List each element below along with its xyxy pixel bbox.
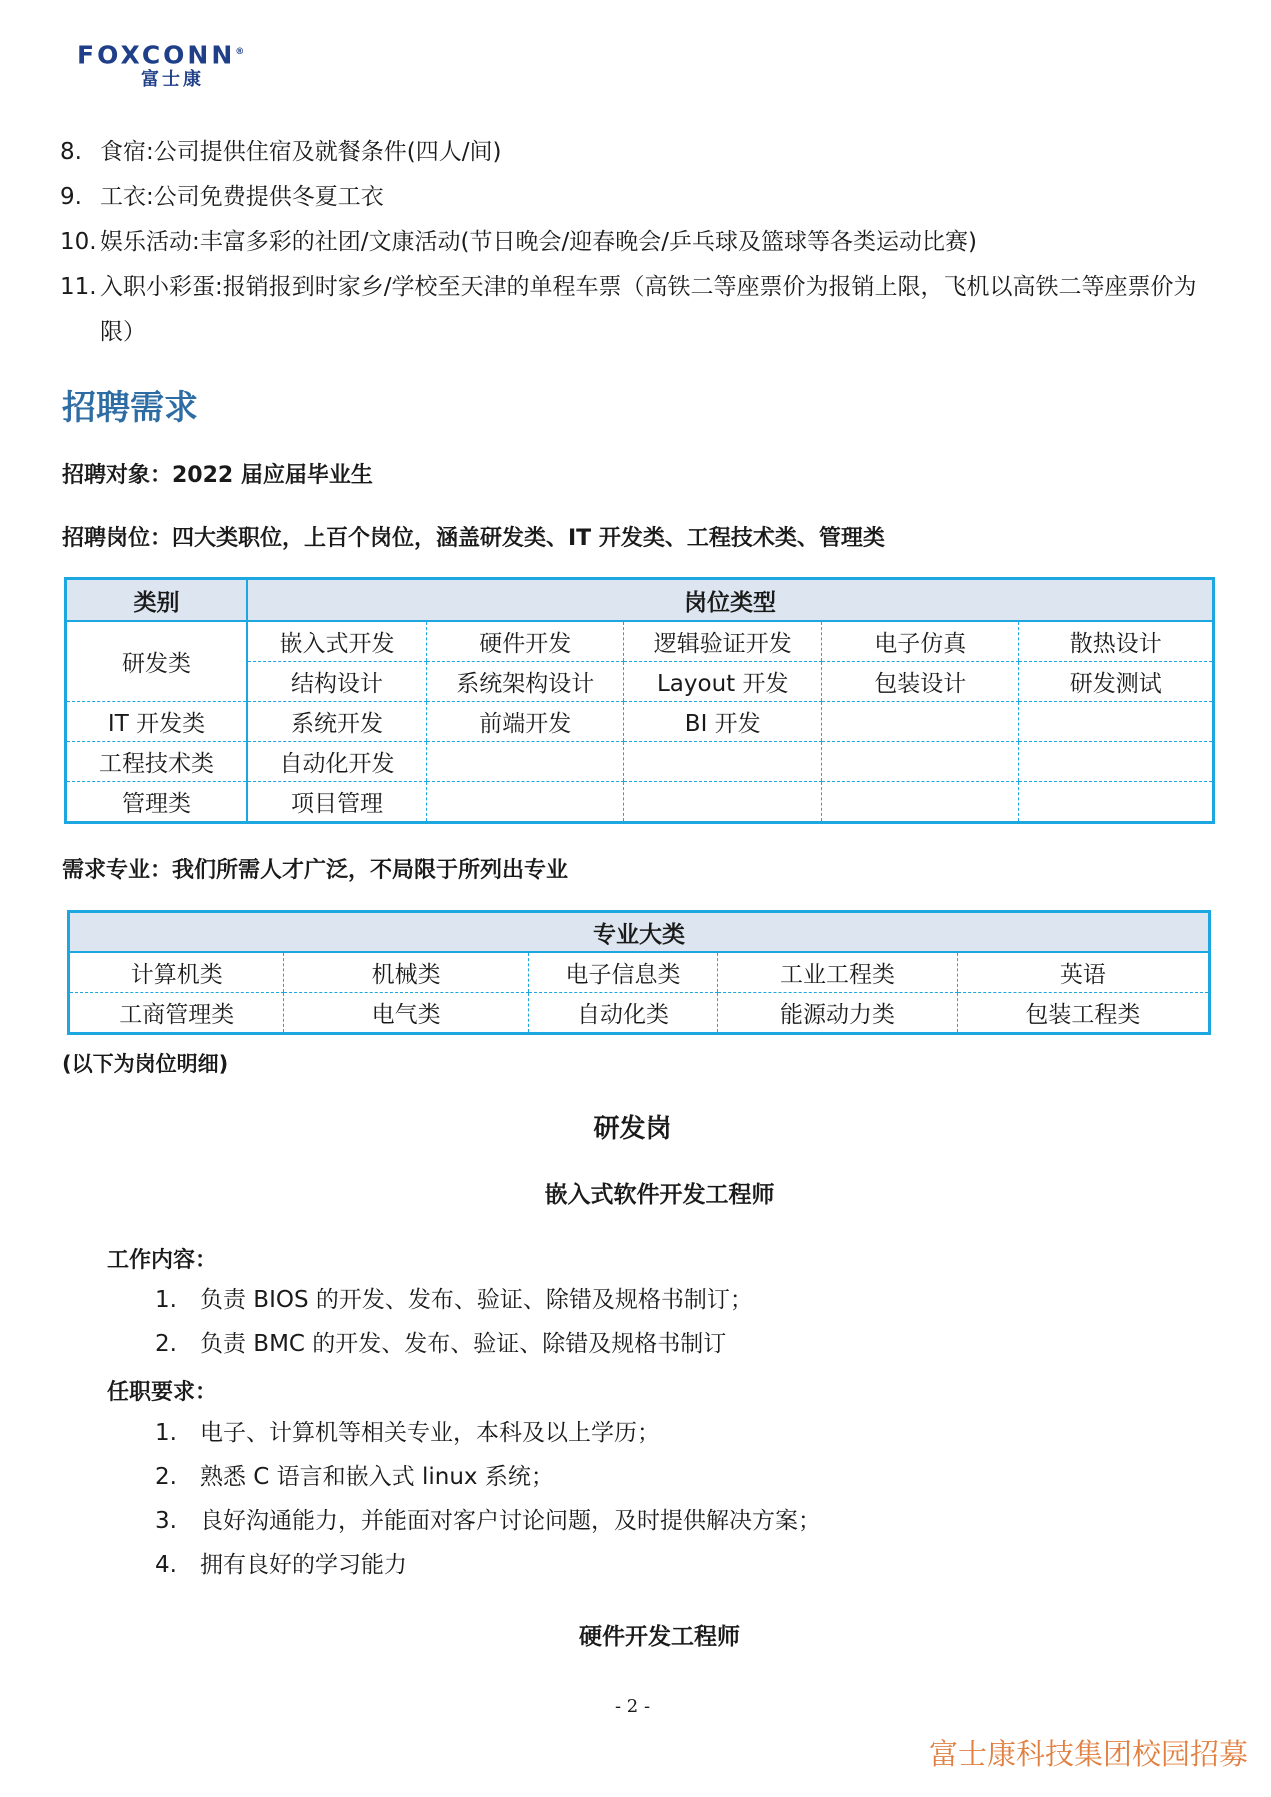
table-row	[66, 782, 1214, 823]
category-cell: IT 开发类	[66, 702, 248, 742]
list-item: 4. 拥有良好的学习能力	[155, 1552, 407, 1578]
detail-note: (以下为岗位明细)	[62, 1052, 229, 1076]
recruit-positions: 招聘岗位：四大类职位，上百个岗位，涵盖研发类、IT 开发类、工程技术类、管理类	[62, 526, 885, 551]
table-cell: 电气类	[284, 993, 528, 1034]
table-cell: 前端开发	[427, 702, 624, 742]
page-number: - 2 -	[614, 1696, 651, 1717]
table-cell: 自动化开发	[247, 742, 427, 782]
list-item: 8. 食宿:公司提供住宿及就餐条件(四人/间)	[60, 139, 502, 165]
table-cell: BI 开发	[624, 702, 822, 742]
list-item: 11. 入职小彩蛋:报销报到时家乡/学校至天津的单程车票（高铁二等座票价为报销上限，飞机以高铁二等座票价为限）	[60, 274, 1197, 345]
work-content-list	[155, 1278, 753, 1366]
table-cell: 电子仿真	[822, 621, 1019, 662]
table-cell: 计算机类	[69, 952, 284, 993]
table-cell: 包装工程类	[957, 993, 1209, 1034]
list-item: 3. 良好沟通能力，并能面对客户讨论问题，及时提供解决方案；	[155, 1508, 821, 1534]
recruit-target: 招聘对象：2022 届应届毕业生	[62, 463, 373, 488]
category-cell: 研发类	[66, 621, 248, 702]
majors-table	[67, 910, 1211, 1035]
table-cell	[624, 782, 822, 823]
table-cell: 研发测试	[1019, 662, 1214, 702]
table-cell	[822, 702, 1019, 742]
table-cell	[822, 742, 1019, 782]
table-cell: 机械类	[284, 952, 528, 993]
table-row	[66, 621, 1214, 662]
table-cell	[427, 742, 624, 782]
table-cell: 逻辑验证开发	[624, 621, 822, 662]
table-cell: 嵌入式开发	[247, 621, 427, 662]
list-item: 9. 工衣:公司免费提供冬夏工衣	[60, 184, 384, 210]
table-cell	[1019, 742, 1214, 782]
requirements-list	[155, 1411, 821, 1587]
list-item: 1. 负责 BIOS 的开发、发布、验证、除错及规格书制订；	[155, 1287, 753, 1313]
list-item: 10. 娱乐活动:丰富多彩的社团/文康活动(节日晚会/迎春晚会/乒乓球及篮球等各类运动比赛)	[60, 229, 977, 255]
table-cell: 硬件开发	[427, 621, 624, 662]
table-cell: 项目管理	[247, 782, 427, 823]
table-cell: Layout 开发	[624, 662, 822, 702]
rd-section-title: 研发岗	[593, 1114, 672, 1144]
list-item: 2. 负责 BMC 的开发、发布、验证、除错及规格书制订	[155, 1331, 727, 1357]
section-title: 招聘需求	[62, 388, 198, 428]
benefits-list	[60, 130, 1220, 355]
table-header-category: 类别	[66, 579, 248, 622]
footer-brand: 富士康科技集团校园招募	[928, 1737, 1248, 1771]
list-item: 1. 电子、计算机等相关专业，本科及以上学历；	[155, 1420, 660, 1446]
table-header-job-type: 岗位类型	[247, 579, 1214, 622]
table-cell: 包装设计	[822, 662, 1019, 702]
table-cell	[1019, 702, 1214, 742]
table-cell: 电子信息类	[528, 952, 718, 993]
table-cell: 散热设计	[1019, 621, 1214, 662]
table-header-majors: 专业大类	[69, 912, 1210, 953]
logo-chinese: 富士康	[141, 69, 204, 91]
requirements-label: 任职要求：	[107, 1380, 218, 1405]
table-cell: 系统架构设计	[427, 662, 624, 702]
foxconn-logo	[77, 38, 287, 91]
position-title: 嵌入式软件开发工程师	[544, 1182, 775, 1208]
work-content-label: 工作内容：	[107, 1248, 218, 1273]
table-cell	[1019, 782, 1214, 823]
table-cell: 结构设计	[247, 662, 427, 702]
table-cell: 系统开发	[247, 702, 427, 742]
table-cell: 工商管理类	[119, 1002, 235, 1028]
table-row	[66, 702, 1214, 742]
table-row	[66, 742, 1214, 782]
job-type-table	[64, 577, 1215, 824]
table-cell	[427, 782, 624, 823]
list-item: 2. 熟悉 C 语言和嵌入式 linux 系统；	[155, 1464, 554, 1490]
category-cell: 工程技术类	[66, 742, 248, 782]
table-cell	[822, 782, 1019, 823]
majors-line: 需求专业：我们所需人才广泛，不局限于所列出专业	[62, 858, 569, 883]
table-row	[69, 993, 1210, 1034]
category-cell: 管理类	[66, 782, 248, 823]
position-title: 硬件开发工程师	[579, 1624, 740, 1650]
table-cell: 英语	[957, 952, 1209, 993]
table-row	[69, 952, 1210, 993]
table-cell: 自动化类	[528, 993, 718, 1034]
logo-english: FOXCONN®	[77, 40, 245, 70]
table-cell: 工业工程类	[718, 952, 957, 993]
table-cell	[624, 742, 822, 782]
table-cell: 能源动力类	[718, 993, 957, 1034]
